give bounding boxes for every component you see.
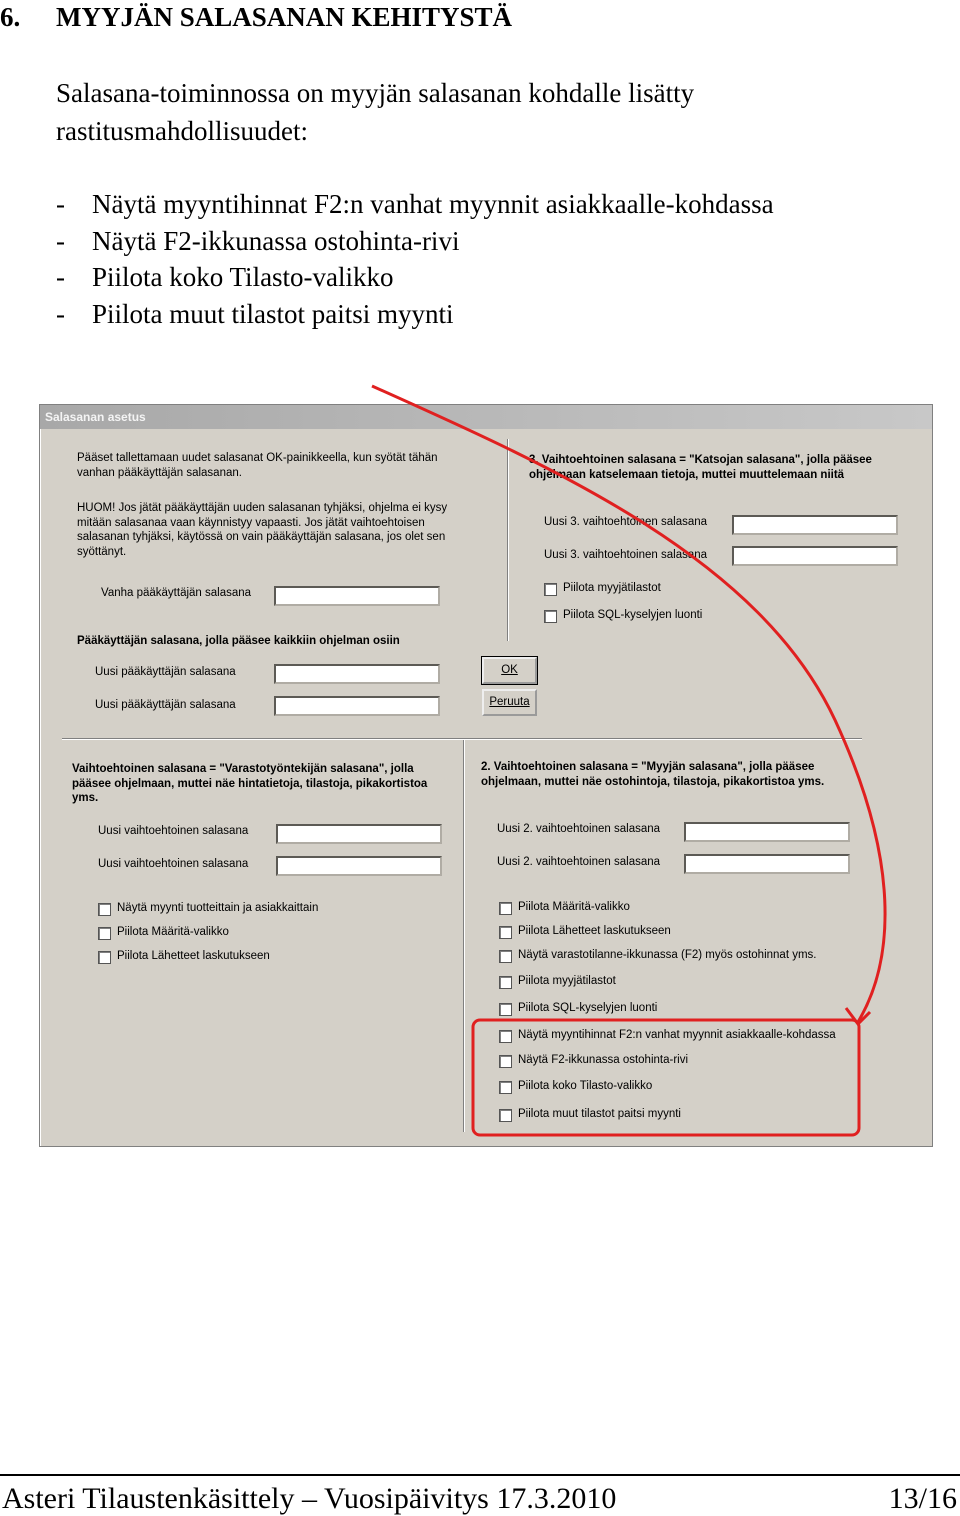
checkbox-label: Piilota muut tilastot paitsi myynti bbox=[518, 1108, 681, 1120]
highlight-arrow bbox=[372, 386, 885, 1022]
old-admin-password-label: Vanha pääkäyttäjän salasana bbox=[101, 587, 252, 599]
bullet-dash: - bbox=[56, 262, 65, 292]
checkbox-label: Piilota SQL-kyselyjen luonti bbox=[563, 609, 703, 621]
checkbox-label: Näytä myyntihinnat F2:n vanhat myynnit asiakkaalle-kohdassa bbox=[518, 1029, 836, 1041]
section1-password-label-2: Uusi vaihtoehtoinen salasana bbox=[98, 858, 249, 870]
section3-password-label-2: Uusi 3. vaihtoehtoinen salasana bbox=[544, 549, 708, 561]
bullet-dash: - bbox=[56, 225, 65, 256]
list-item-text: Piilota koko Tilasto-valikko bbox=[92, 262, 394, 292]
admin-password-heading: Pääkäyttäjän salasana, jolla pääsee kaikkiin ohjelman osiin bbox=[77, 635, 400, 647]
list-item-text: Näytä F2-ikkunassa ostohinta-rivi bbox=[92, 225, 460, 256]
section3-heading: 3. Vaihtoehtoinen salasana = "Katsojan salasana", jolla pääsee ohjelmaan katselemaan tietoja, muttei muuttelemaan niitä bbox=[529, 454, 872, 481]
section2-heading: 2. Vaihtoehtoinen salasana = "Myyjän salasana", jolla pääsee ohjelmaan, muttei näe ostohintoja, tilastoja, pikakortistoa yms. bbox=[481, 761, 825, 788]
section-number: 6. bbox=[0, 2, 21, 32]
checkbox-label: Piilota Lähetteet laskutukseen bbox=[117, 950, 270, 962]
section1-heading: Vaihtoehtoinen salasana = "Varastotyöntekijän salasana", jolla pääsee ohjelmaan, muttei näe hintatietoja, tilastoja, pikakortistoa yms. bbox=[72, 763, 428, 804]
section2-password-label-2: Uusi 2. vaihtoehtoinen salasana bbox=[497, 856, 661, 868]
section2-password-label: Uusi 2. vaihtoehtoinen salasana bbox=[497, 823, 661, 835]
cancel-button[interactable]: Peruuta bbox=[482, 689, 537, 716]
checkbox-label: Piilota myyjätilastot bbox=[563, 582, 661, 594]
checkbox-label: Näytä myynti tuotteittain ja asiakkaittain bbox=[117, 902, 319, 914]
page-number: 13/16 bbox=[888, 1482, 957, 1515]
bullet-dash: - bbox=[56, 298, 65, 329]
highlight-box bbox=[473, 1020, 859, 1135]
checkbox-label: Piilota myyjätilastot bbox=[518, 975, 616, 987]
checkbox-label: Näytä varastotilanne-ikkunassa (F2) myös ostohinnat yms. bbox=[518, 949, 817, 961]
dialog-titlebar: Salasanan asetus bbox=[40, 405, 932, 429]
list-item-text: Piilota muut tilastot paitsi myynti bbox=[92, 298, 454, 329]
section3-password-label: Uusi 3. vaihtoehtoinen salasana bbox=[544, 516, 708, 528]
section-title: MYYJÄN SALASANAN KEHITYSTÄ bbox=[56, 2, 513, 32]
checkbox-label: Piilota koko Tilasto-valikko bbox=[518, 1080, 653, 1092]
info-text: Pääset tallettamaan uudet salasanat OK-painikkeella, kun syötät tähän vanhan pääkäyttäjän salasanan. bbox=[77, 452, 438, 479]
checkbox-label: Näytä F2-ikkunassa ostohinta-rivi bbox=[518, 1054, 689, 1066]
section1-password-label: Uusi vaihtoehtoinen salasana bbox=[98, 825, 249, 837]
checkbox-label: Piilota Määritä-valikko bbox=[117, 926, 229, 938]
ok-button[interactable]: OK bbox=[482, 657, 537, 684]
footer-title: Asteri Tilaustenkäsittely – Vuosipäivitys 17.3.2010 bbox=[2, 1482, 617, 1515]
warning-text: HUOM! Jos jätät pääkäyttäjän uuden salasanan tyhjäksi, ohjelma ei kysy mitään salasanaa vaan käynnistyy vapaasti. Jos jätät vaihtoehtoisen salasanan tyhjäksi, käytössä on vain pääkäyttäjän salasana, jos olet sen syöttänyt. bbox=[77, 502, 448, 558]
bullet-dash: - bbox=[56, 189, 65, 219]
new-admin-password-label: Uusi pääkäyttäjän salasana bbox=[95, 666, 236, 678]
checkbox-label: Piilota Lähetteet laskutukseen bbox=[518, 925, 671, 937]
footer-rule bbox=[0, 1474, 960, 1476]
intro-line-2: rastitusmahdollisuudet: bbox=[56, 116, 308, 146]
intro-line-1: Salasana-toiminnossa on myyjän salasanan kohdalle lisätty bbox=[56, 78, 695, 108]
list-item-text: Näytä myyntihinnat F2:n vanhat myynnit asiakkaalle-kohdassa bbox=[92, 189, 774, 219]
checkbox-label: Piilota Määritä-valikko bbox=[518, 901, 630, 913]
checkbox-label: Piilota SQL-kyselyjen luonti bbox=[518, 1002, 658, 1014]
new-admin-password-label-2: Uusi pääkäyttäjän salasana bbox=[95, 699, 236, 711]
